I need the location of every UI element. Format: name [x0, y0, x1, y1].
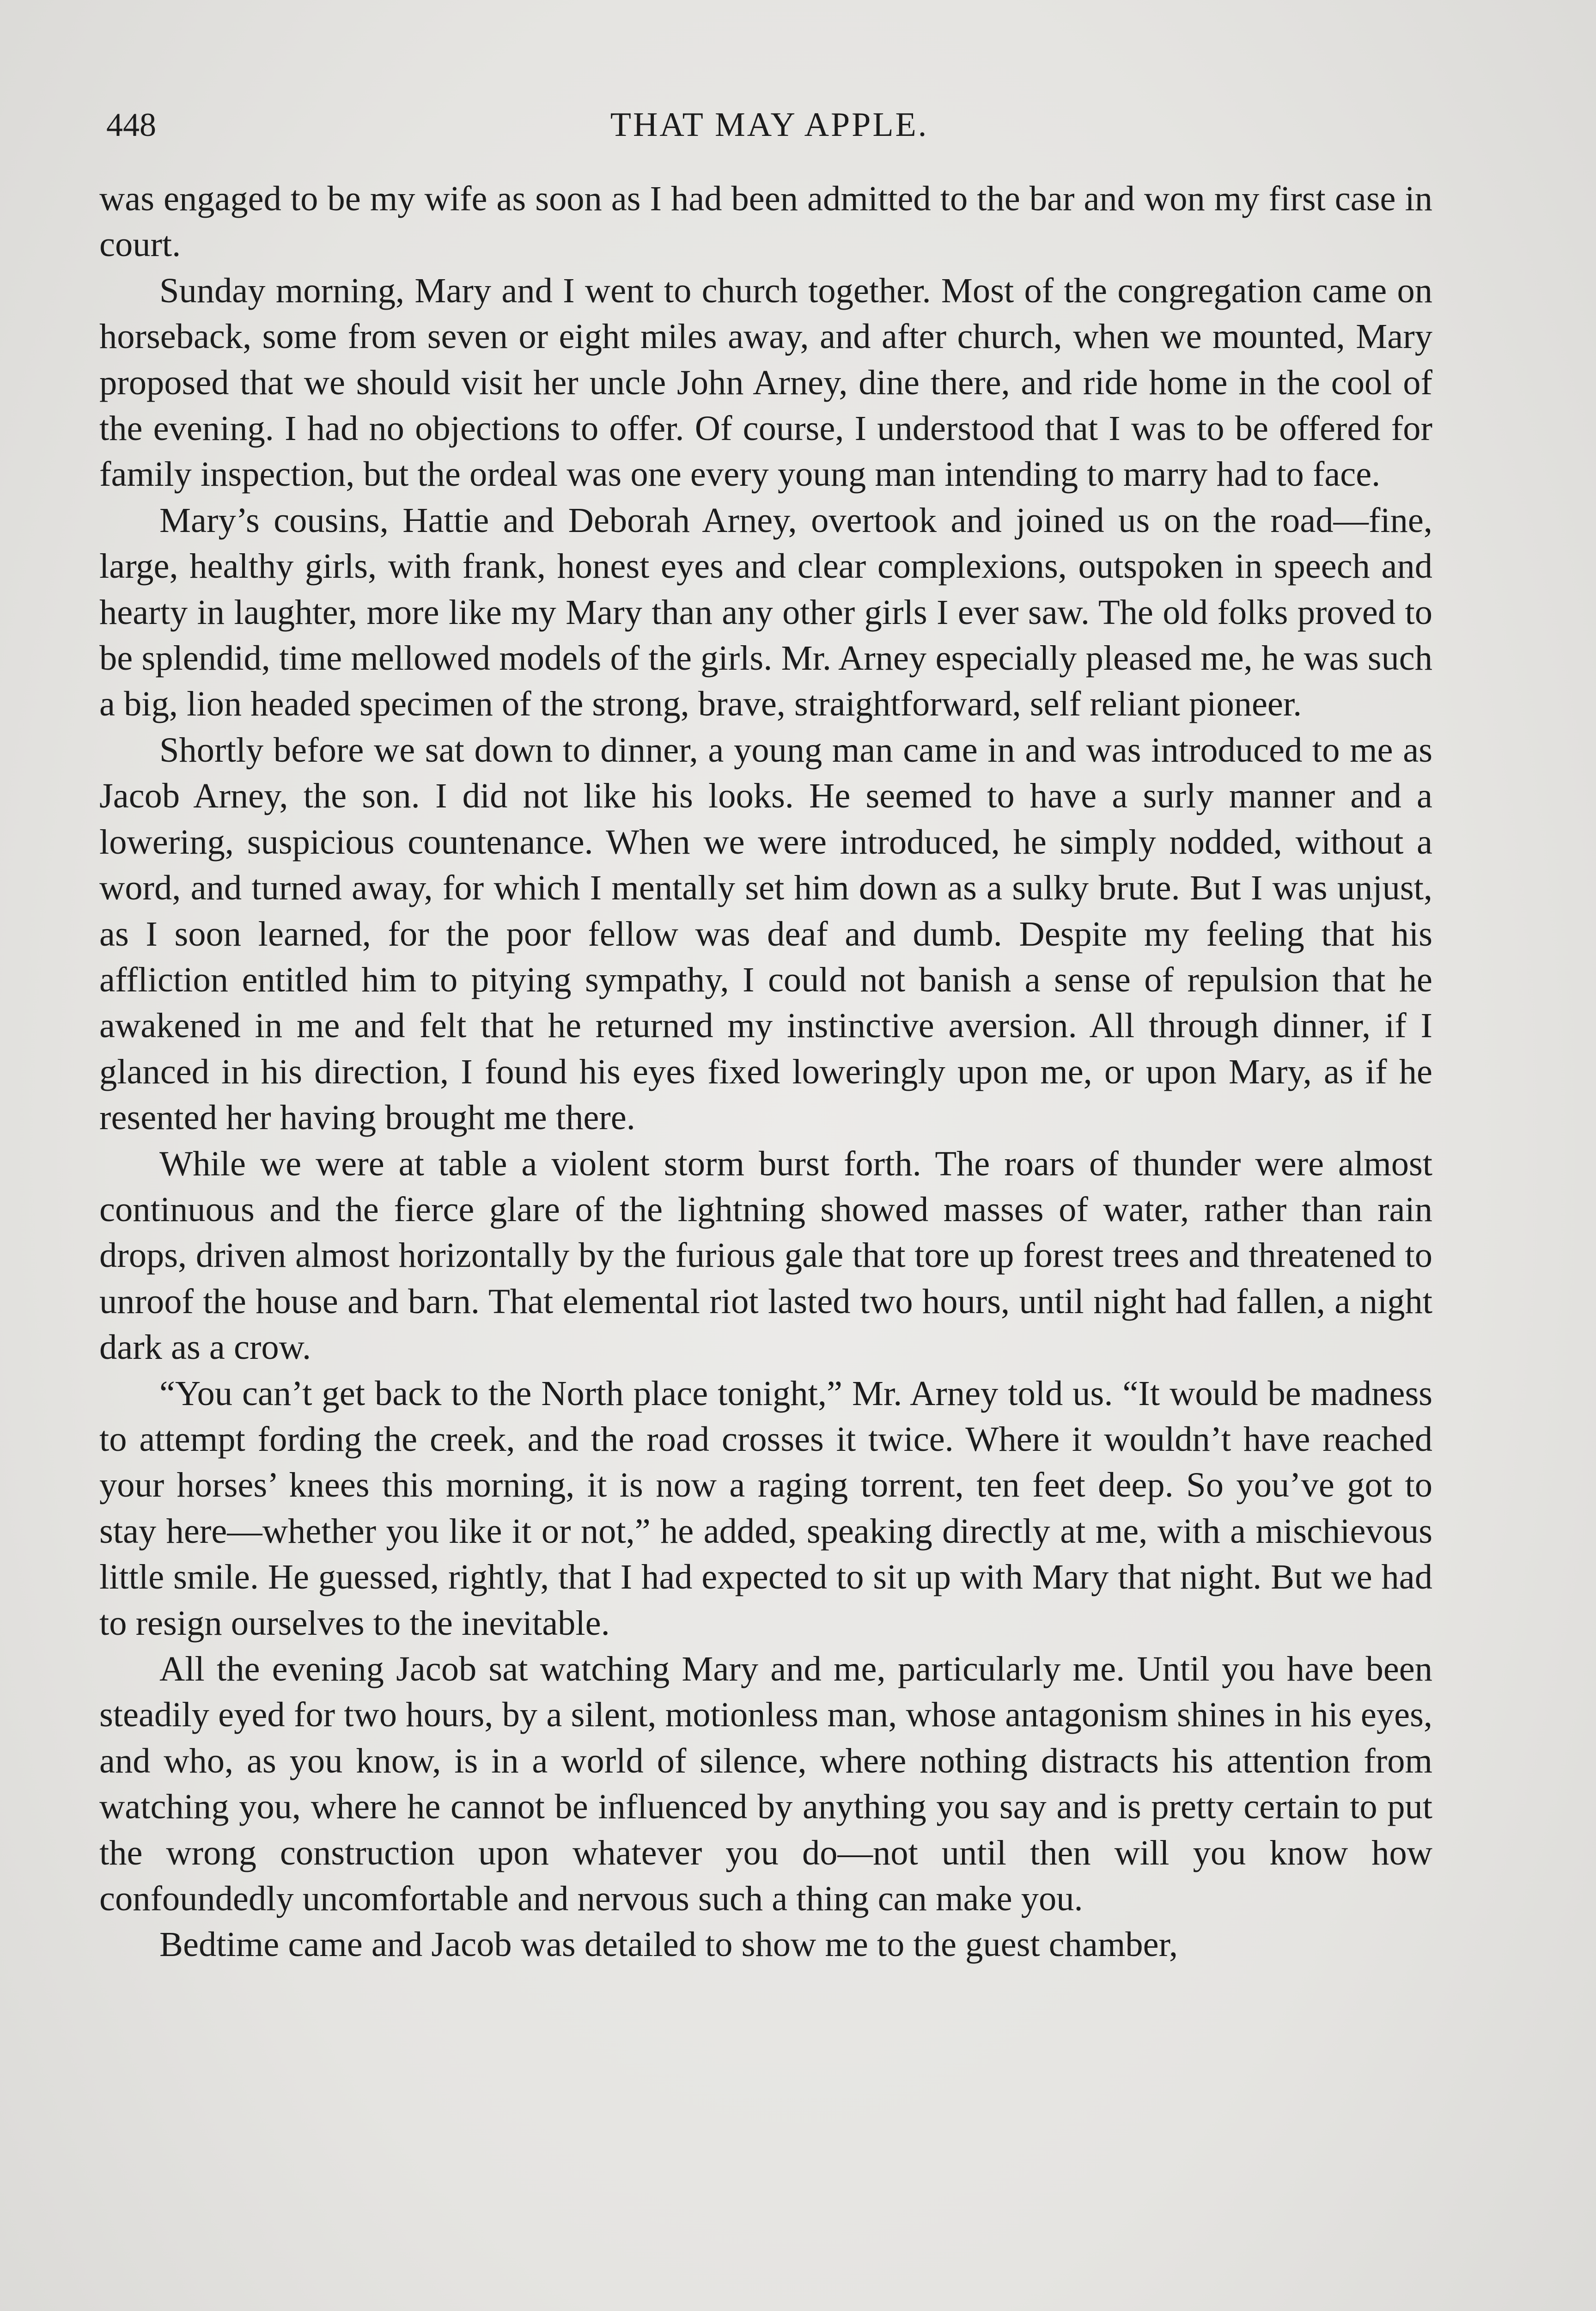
running-head [106, 104, 1432, 159]
page-number: 448 [106, 106, 156, 143]
paragraph: Mary’s cousins, Hattie and Deborah Arney, overtook and joined us on the road—fine, large, healthy girls, with frank, honest eyes and clear complexions, outspoken in speech and hearty in laughter, more like my Mary than any other girls I ever saw. The old folks proved to be splendid, time mellowed models of the girls. Mr. Arney especially pleased me, he was such a big, lion headed specimen of the strong, brave, straightforward, self reliant pioneer. [99, 500, 1432, 724]
paragraph: Sunday morning, Mary and I went to church together. Most of the congregation came on horseback, some from seven or eight miles away, and after church, when we mounted, Mary proposed that we should visit her uncle John Arney, dine there, and ride home in the cool of the evening. I had no objections to offer. Of course, I understood that I was to be offered for family inspection, but the ordeal was one every young man intending to marry had to face. [99, 270, 1432, 494]
paragraph: was engaged to be my wife as soon as I had been admitted to the bar and won my first case in court. [99, 179, 1432, 264]
body-text [99, 176, 1432, 1968]
paragraph: Shortly before we sat down to dinner, a young man came in and was introduced to me as Jacob Arney, the son. I did not like his looks. He seemed to have a surly manner and a lowering, suspicious countenance. When we were introduced, he simply nodded, without a word, and turned away, for which I mentally set him down as a sulky brute. But I was unjust, as I soon learned, for the poor fellow was deaf and dumb. Despite my feeling that his affliction entitled him to pitying sympathy, I could not banish a sense of repulsion that he awakened in me and felt that he returned my instinctive aversion. All through dinner, if I glanced in his direction, I found his eyes fixed loweringly upon me, or upon Mary, as if he resented her having brought me there. [99, 730, 1432, 1137]
paragraph: While we were at table a violent storm burst forth. The roars of thunder were almost continuous and the fierce glare of the lightning showed masses of water, rather than rain drops, driven almost horizontally by the furious gale that tore up forest trees and threatened to unroof the house and barn. That elemental riot lasted two hours, until night had fallen, a night dark as a crow. [99, 1143, 1432, 1367]
paragraph: All the evening Jacob sat watching Mary and me, particularly me. Until you have been steadily eyed for two hours, by a silent, motionless man, whose antagonism shines in his eyes, and who, as you know, is in a world of silence, where nothing distracts his attention from watching you, where he cannot be influenced by anything you say and is pretty certain to put the wrong construction upon whatever you do—not until then will you know how confoundedly uncomfortable and nervous such a thing can make you. [99, 1649, 1432, 1919]
paragraph: “You can’t get back to the North place tonight,” Mr. Arney told us. “It would be madness to attempt fording the creek, and the road crosses it twice. Where it wouldn’t have reached your horses’ knees this morning, it is now a raging torrent, ten feet deep. So you’ve got to stay here—whether you like it or not,” he added, speaking directly at me, with a mischievous little smile. He guessed, rightly, that I had expected to sit up with Mary that night. But we had to resign ourselves to the inevitable. [99, 1373, 1432, 1643]
paragraph: Bedtime came and Jacob was detailed to show me to the guest chamber, [159, 1925, 1178, 1964]
running-title: THAT MAY APPLE. [610, 106, 929, 144]
